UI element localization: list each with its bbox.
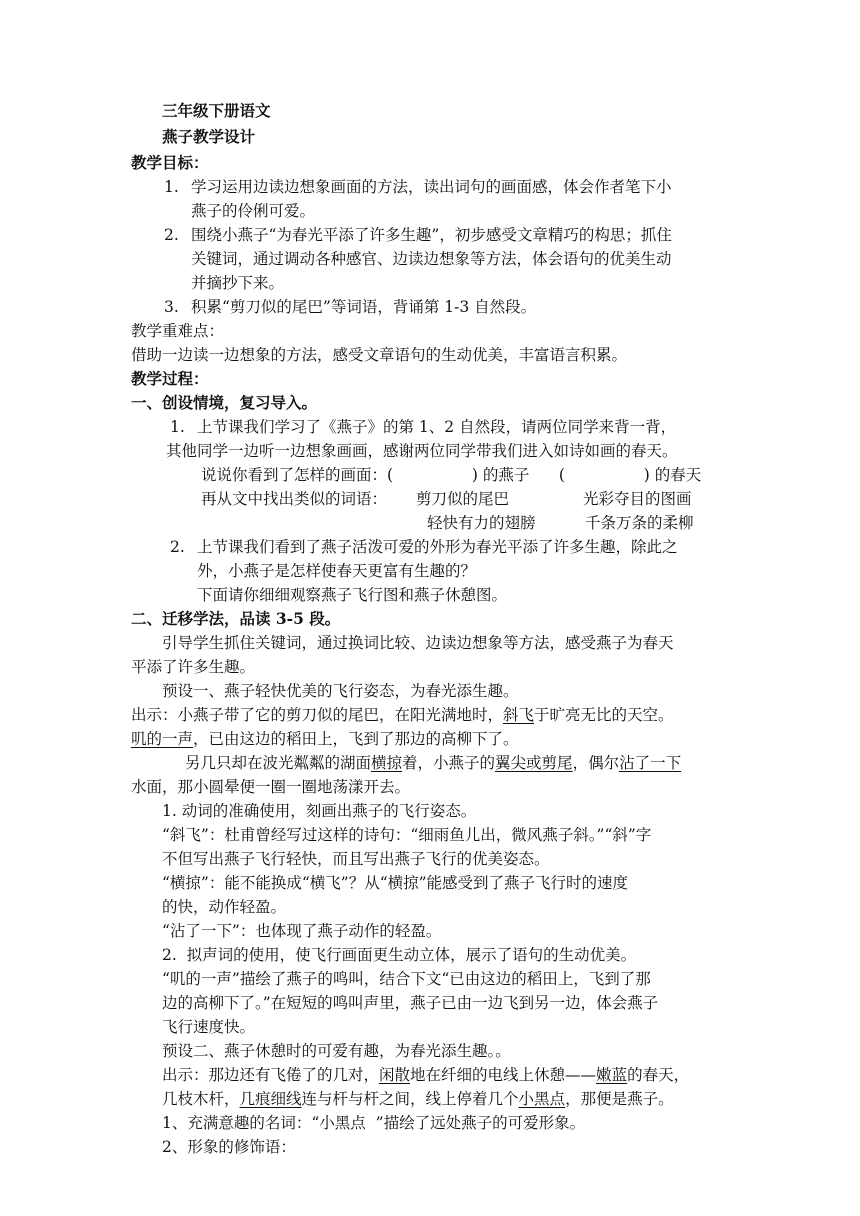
s1-p2-line3: 下面请你细细观察燕子飞行图和燕子休憩图。 bbox=[197, 586, 508, 604]
grade-title: 三年级下册语文 bbox=[162, 101, 271, 120]
s2-intro-line2: 平添了许多生趣。 bbox=[131, 658, 256, 676]
word-4: 千条万条的柔柳 bbox=[585, 514, 694, 532]
analysis-1-x2: 不但写出燕子飞行轻快，而且写出燕子飞行的优美姿态。 bbox=[162, 850, 550, 868]
show-1-line4: 水面，那小圆晕便一圈一圈地荡漾开去。 bbox=[131, 778, 411, 796]
difficulty-text: 借助一边读一边想象的方法，感受文章语句的生动优美，丰富语言积累。 bbox=[131, 346, 628, 364]
show-2-line1: 出示：那边还有飞倦了的几对，闲散地在纤细的电线上休憩——嫩蓝的春天， bbox=[162, 1066, 690, 1084]
objective-2-num: 2. bbox=[164, 226, 179, 244]
b-item-1: 1、充满意趣的名词：“小黑点 ”描绘了远处燕子的可爱形象。 bbox=[162, 1114, 586, 1132]
word-1: 剪刀似的尾巴 bbox=[416, 490, 510, 508]
objectives-heading: 教学目标： bbox=[131, 153, 209, 172]
objective-2-line1: 围绕小燕子“为春光平添了许多生趣”，初步感受文章精巧的构思；抓住 bbox=[191, 226, 672, 244]
show-1-line1: 出示：小燕子带了它的剪刀似的尾巴，在阳光满地时，斜飞于旷亮无比的天空。 bbox=[131, 706, 674, 724]
s1-p2-line1: 上节课我们看到了燕子活泼可爱的外形为春光平添了许多生趣，除此之 bbox=[197, 538, 678, 556]
show-1-line2: 叽的一声，已由这边的稻田上，飞到了那边的高柳下了。 bbox=[131, 730, 519, 748]
objective-3-num: 3. bbox=[164, 298, 179, 316]
s2-preset-1: 预设一、燕子轻快优美的飞行姿态，为春光添生趣。 bbox=[162, 682, 519, 700]
page-title: 燕子教学设计 bbox=[162, 127, 256, 146]
objective-1-line2: 燕子的伶俐可爱。 bbox=[191, 202, 316, 220]
s1-p1-line1: 上节课我们学习了《燕子》的第 1、2 自然段，请两位同学来背一背， bbox=[197, 418, 677, 436]
section-2-heading: 二、迁移学法，品读 3-5 段。 bbox=[131, 609, 341, 628]
b-item-2: 2、形象的修饰语： bbox=[162, 1138, 296, 1156]
analysis-1: 1. 动词的准确使用，刻画出燕子的飞行姿态。 bbox=[162, 802, 477, 820]
process-heading: 教学过程： bbox=[131, 369, 209, 388]
objective-2-line3: 并摘抄下来。 bbox=[191, 274, 285, 292]
objective-1-line1: 学习运用边读边想象画面的方法，读出词句的画面感，体会作者笔下小 bbox=[191, 178, 672, 196]
objective-2-line2: 关键词，通过调动各种感官、边读边想象等方法，体会语句的优美生动 bbox=[191, 250, 672, 268]
word-3: 轻快有力的翅膀 bbox=[427, 514, 536, 532]
analysis-1-x5: “沾了一下”：也体现了燕子动作的轻盈。 bbox=[162, 922, 442, 940]
objective-1-num: 1. bbox=[164, 178, 179, 196]
s1-find-prefix: 再从文中找出类似的词语： bbox=[201, 490, 388, 508]
analysis-1-x4: 的快，动作轻盈。 bbox=[162, 898, 287, 916]
section-1-heading: 一、创设情境，复习导入。 bbox=[131, 393, 318, 412]
analysis-2-x3: 飞行速度快。 bbox=[162, 1018, 256, 1036]
objective-3-line1: 积累“剪刀似的尾巴”等词语，背诵第 1-3 自然段。 bbox=[191, 298, 537, 316]
show-2-line2: 几枝木杆，几痕细线连与杆与杆之间，线上停着几个小黑点，那便是燕子。 bbox=[162, 1090, 674, 1108]
s1-p1-num: 1. bbox=[170, 418, 185, 436]
analysis-2-x1: “叽的一声”描绘了燕子的鸣叫，结合下文“已由这边的稻田上，飞到了那 bbox=[162, 970, 651, 988]
show-1-line3: 另几只却在波光粼粼的湖面横掠着，小燕子的翼尖或剪尾，偶尔沾了一下 bbox=[185, 754, 682, 772]
s2-preset-2: 预设二、燕子休憩时的可爱有趣，为春光添生趣。。 bbox=[162, 1042, 511, 1060]
analysis-2: 2. 拟声词的使用，使飞行画面更生动立体，展示了语句的生动优美。 bbox=[162, 946, 637, 964]
word-2: 光彩夺目的图画 bbox=[583, 490, 692, 508]
s2-intro-line1: 引导学生抓住关键词，通过换词比较、边读边想象等方法，感受燕子为春天 bbox=[162, 634, 674, 652]
s1-p2-line2: 外，小燕子是怎样使春天更富有生趣的？ bbox=[197, 562, 477, 580]
analysis-2-x2: 边的高柳下了。”在短短的鸣叫声里，燕子已由一边飞到另一边，体会燕子 bbox=[162, 994, 659, 1012]
s1-p1-line2: 其他同学一边听一边想象画画，感谢两位同学带我们进入如诗如画的春天。 bbox=[166, 442, 678, 460]
analysis-1-x3: “横掠”：能不能换成“横飞”？从“横掠”能感受到了燕子飞行时的速度 bbox=[162, 874, 629, 892]
s1-say-line: 说说你看到了怎样的画面：( ) 的燕子 ( ) 的春天 bbox=[201, 466, 702, 484]
s1-p2-num: 2. bbox=[170, 538, 185, 556]
difficulty-heading: 教学重难点： bbox=[131, 322, 225, 340]
analysis-1-x1: “斜飞”：杜甫曾经写过这样的诗句：“细雨鱼儿出，微风燕子斜。”“斜”字 bbox=[162, 826, 652, 844]
